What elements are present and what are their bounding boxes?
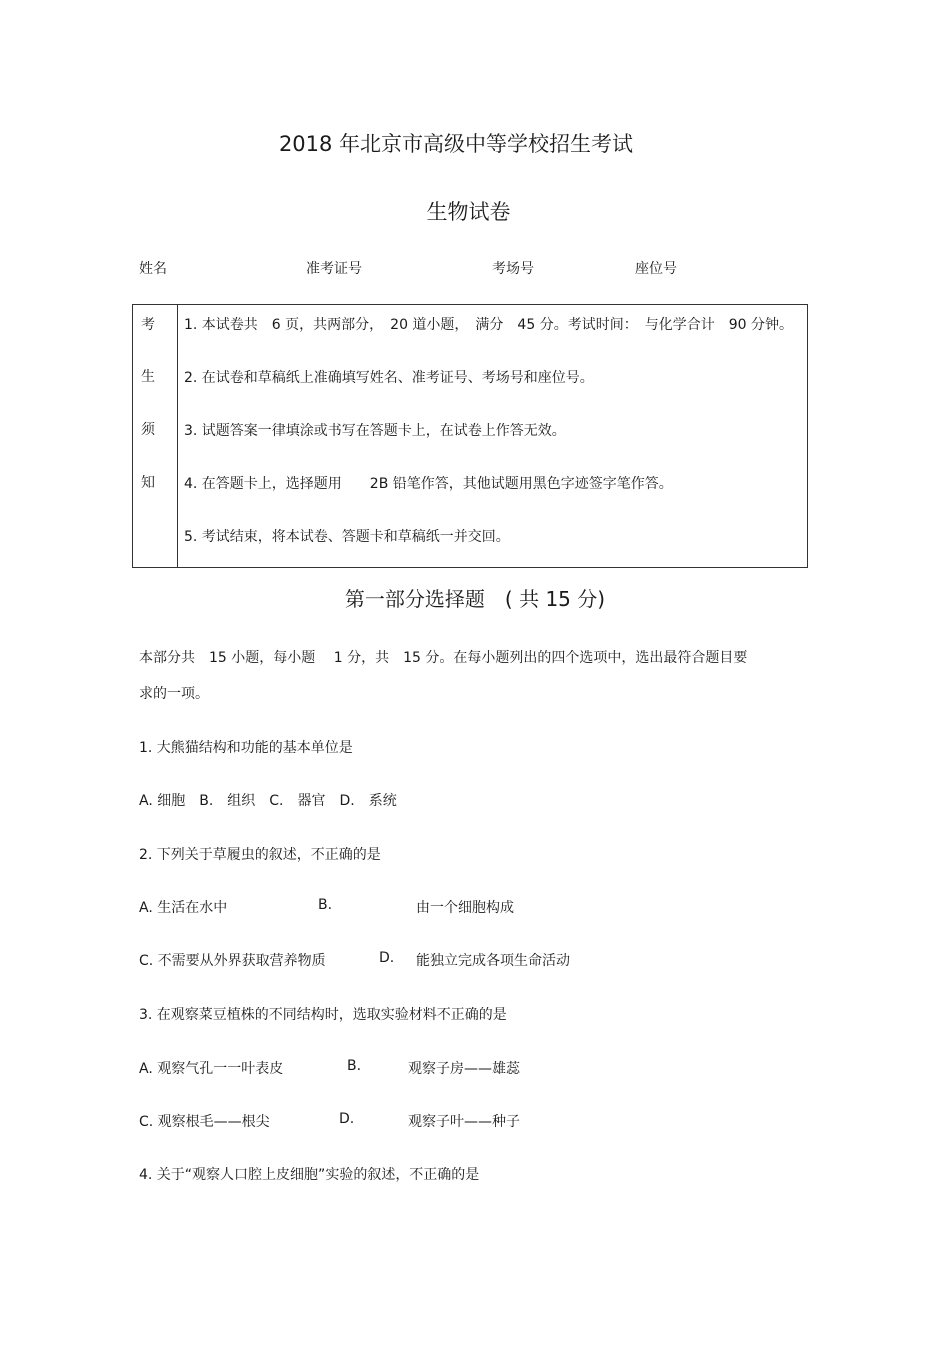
candidate-notice-box <box>132 304 808 568</box>
part-one-intro-continued: 求的一项。 <box>139 686 209 702</box>
notice-item: 2. 在试卷和草稿纸上准确填写姓名、准考证号、考场号和座位号。 <box>184 370 594 386</box>
exam-subtitle: 生物试卷 <box>426 200 511 224</box>
option-d-text: 观察子叶——种子 <box>408 1114 520 1130</box>
option-c: C. 不需要从外界获取营养物质 <box>139 953 326 969</box>
option-b-text: 由一个细胞构成 <box>416 900 514 916</box>
notice-item: 5. 考试结束，将本试卷、答题卡和草稿纸一并交回。 <box>184 529 510 545</box>
option-b-text: 观察子房——雄蕊 <box>408 1061 520 1077</box>
field-seat-number: 座位号 <box>635 261 677 277</box>
notice-divider <box>177 305 178 567</box>
question-stem: 4. 关于“观察人口腔上皮细胞”实验的叙述，不正确的是 <box>139 1167 480 1183</box>
part-one-intro: 本部分共 15 小题，每小题 1 分，共 15 分。在每小题列出的四个选项中，选出最符合题目要 <box>139 650 748 666</box>
exam-title: 2018 年北京市高级中等学校招生考试 <box>278 132 634 156</box>
option-a: A. 观察气孔一一叶表皮 <box>139 1061 284 1077</box>
notice-item: 4. 在答题卡上，选择题用 2B 铅笔作答，其他试题用黑色字迹签字笔作答。 <box>184 476 673 492</box>
option-b-label: B. <box>318 897 333 913</box>
option-c: C. 观察根毛——根尖 <box>139 1114 270 1130</box>
option-d-text: 能独立完成各项生命活动 <box>416 953 570 969</box>
notice-side-char: 考 <box>141 317 155 333</box>
field-room-number: 考场号 <box>492 261 534 277</box>
option-b-label: B. <box>347 1058 362 1074</box>
option-d-label: D. <box>379 950 395 966</box>
option-a: A. 生活在水中 <box>139 900 228 916</box>
field-ticket-number: 准考证号 <box>306 261 362 277</box>
notice-item: 1. 本试卷共 6 页，共两部分， 20 道小题， 满分 45 分。考试时间： 与化学合计 90 分钟。 <box>184 317 793 333</box>
question-stem: 1. 大熊猫结构和功能的基本单位是 <box>139 740 353 756</box>
notice-item: 3. 试题答案一律填涂或书写在答题卡上，在试卷上作答无效。 <box>184 423 566 439</box>
question-stem: 3. 在观察菜豆植株的不同结构时，选取实验材料不正确的是 <box>139 1007 507 1023</box>
option-d-label: D. <box>339 1111 355 1127</box>
notice-side-char: 须 <box>141 422 155 438</box>
field-name: 姓名 <box>139 261 167 277</box>
part-one-title: 第一部分选择题 ( 共 15 分) <box>344 587 606 611</box>
notice-side-char: 生 <box>141 369 155 385</box>
notice-side-char: 知 <box>141 475 155 491</box>
question-stem: 2. 下列关于草履虫的叙述，不正确的是 <box>139 847 381 863</box>
question-options: A. 细胞 B. 组织 C. 器官 D. 系统 <box>139 793 397 809</box>
